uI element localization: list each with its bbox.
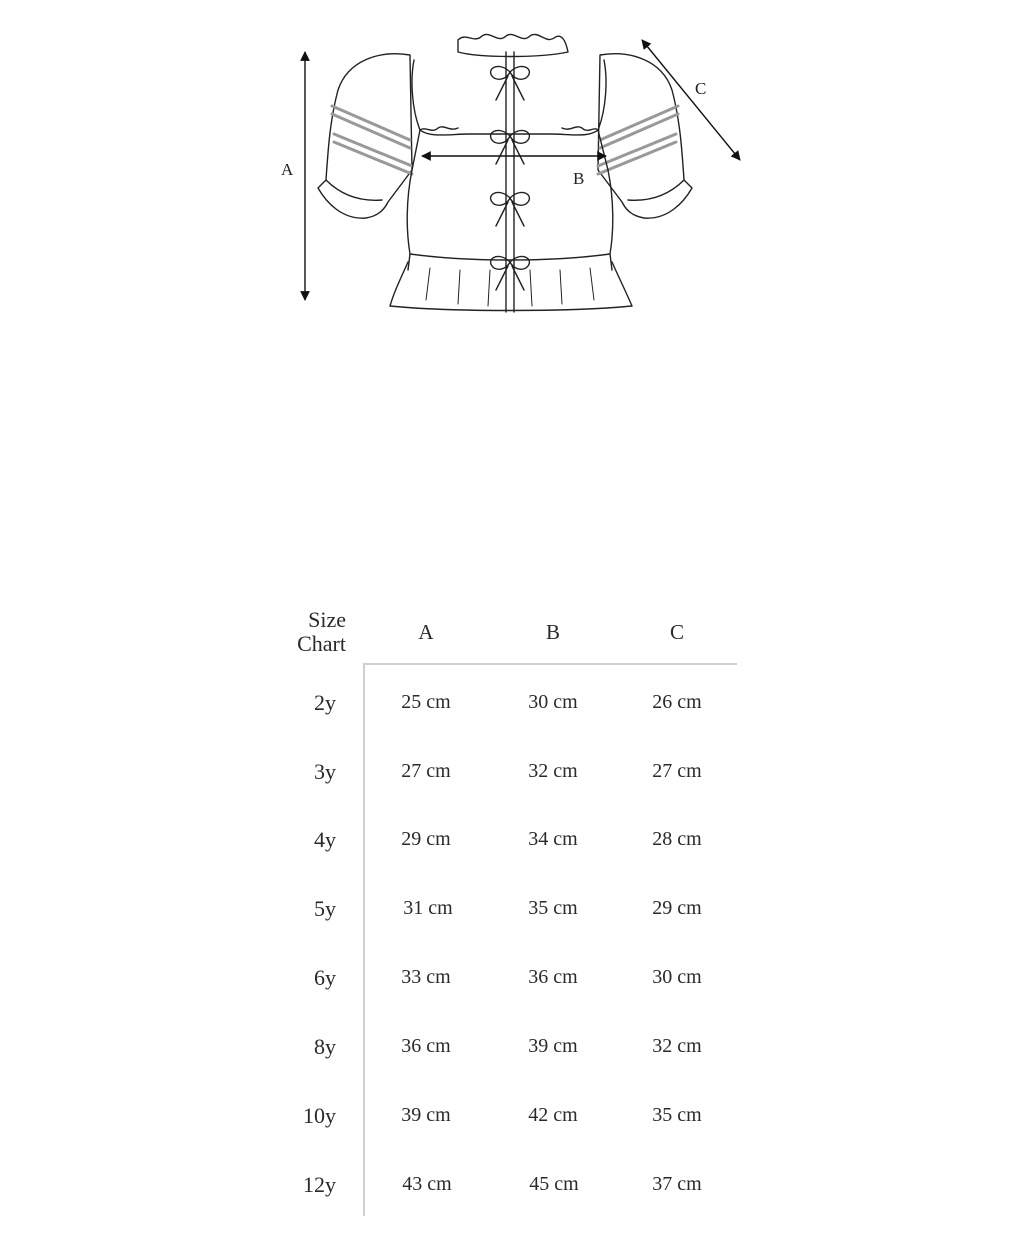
table-cell-c: 26 cm [652,691,702,713]
table-cell-a: 29 cm [401,828,451,850]
size-column-divider [363,663,365,1216]
table-cell-c: 30 cm [652,966,702,988]
dimension-c-label: C [695,79,707,98]
row-size-label: 3y [314,759,336,784]
table-cell-a: 25 cm [401,691,451,713]
header-divider [364,663,737,665]
table-cell-b: 45 cm [529,1173,579,1195]
table-cell-c: 28 cm [652,828,702,850]
table-cell-a: 33 cm [401,966,451,988]
row-size-label: 6y [314,965,336,990]
dimension-b-label: B [573,169,585,188]
table-cell-a: 36 cm [401,1035,451,1057]
table-cell-a: 27 cm [401,760,451,782]
column-header-b: B [545,620,561,644]
column-header-a: A [418,620,434,644]
table-cell-b: 42 cm [528,1104,578,1126]
table-cell-c: 37 cm [652,1173,702,1195]
table-cell-a: 31 cm [403,897,453,919]
table-cell-c: 35 cm [652,1104,702,1126]
table-cell-b: 34 cm [528,828,578,850]
size-chart-header-line1: Size [308,607,346,632]
table-cell-c: 29 cm [652,897,702,919]
table-cell-a: 43 cm [402,1173,452,1195]
table-cell-b: 39 cm [528,1035,578,1057]
size-chart-header-line2: Chart [297,631,346,656]
table-cell-b: 36 cm [528,966,578,988]
table-cell-c: 27 cm [652,760,702,782]
table-cell-b: 35 cm [528,897,578,919]
row-size-label: 12y [303,1172,336,1197]
table-cell-a: 39 cm [401,1104,451,1126]
row-size-label: 10y [303,1103,336,1128]
size-chart-header [270,608,346,656]
table-cell-c: 32 cm [652,1035,702,1057]
row-size-label: 2y [314,690,336,715]
table-cell-b: 32 cm [528,760,578,782]
row-size-label: 8y [314,1034,336,1059]
column-header-c: C [669,620,685,644]
row-size-label: 4y [314,827,336,852]
row-size-label: 5y [314,896,336,921]
table-cell-b: 30 cm [528,691,578,713]
dimension-a-label: A [281,160,294,179]
